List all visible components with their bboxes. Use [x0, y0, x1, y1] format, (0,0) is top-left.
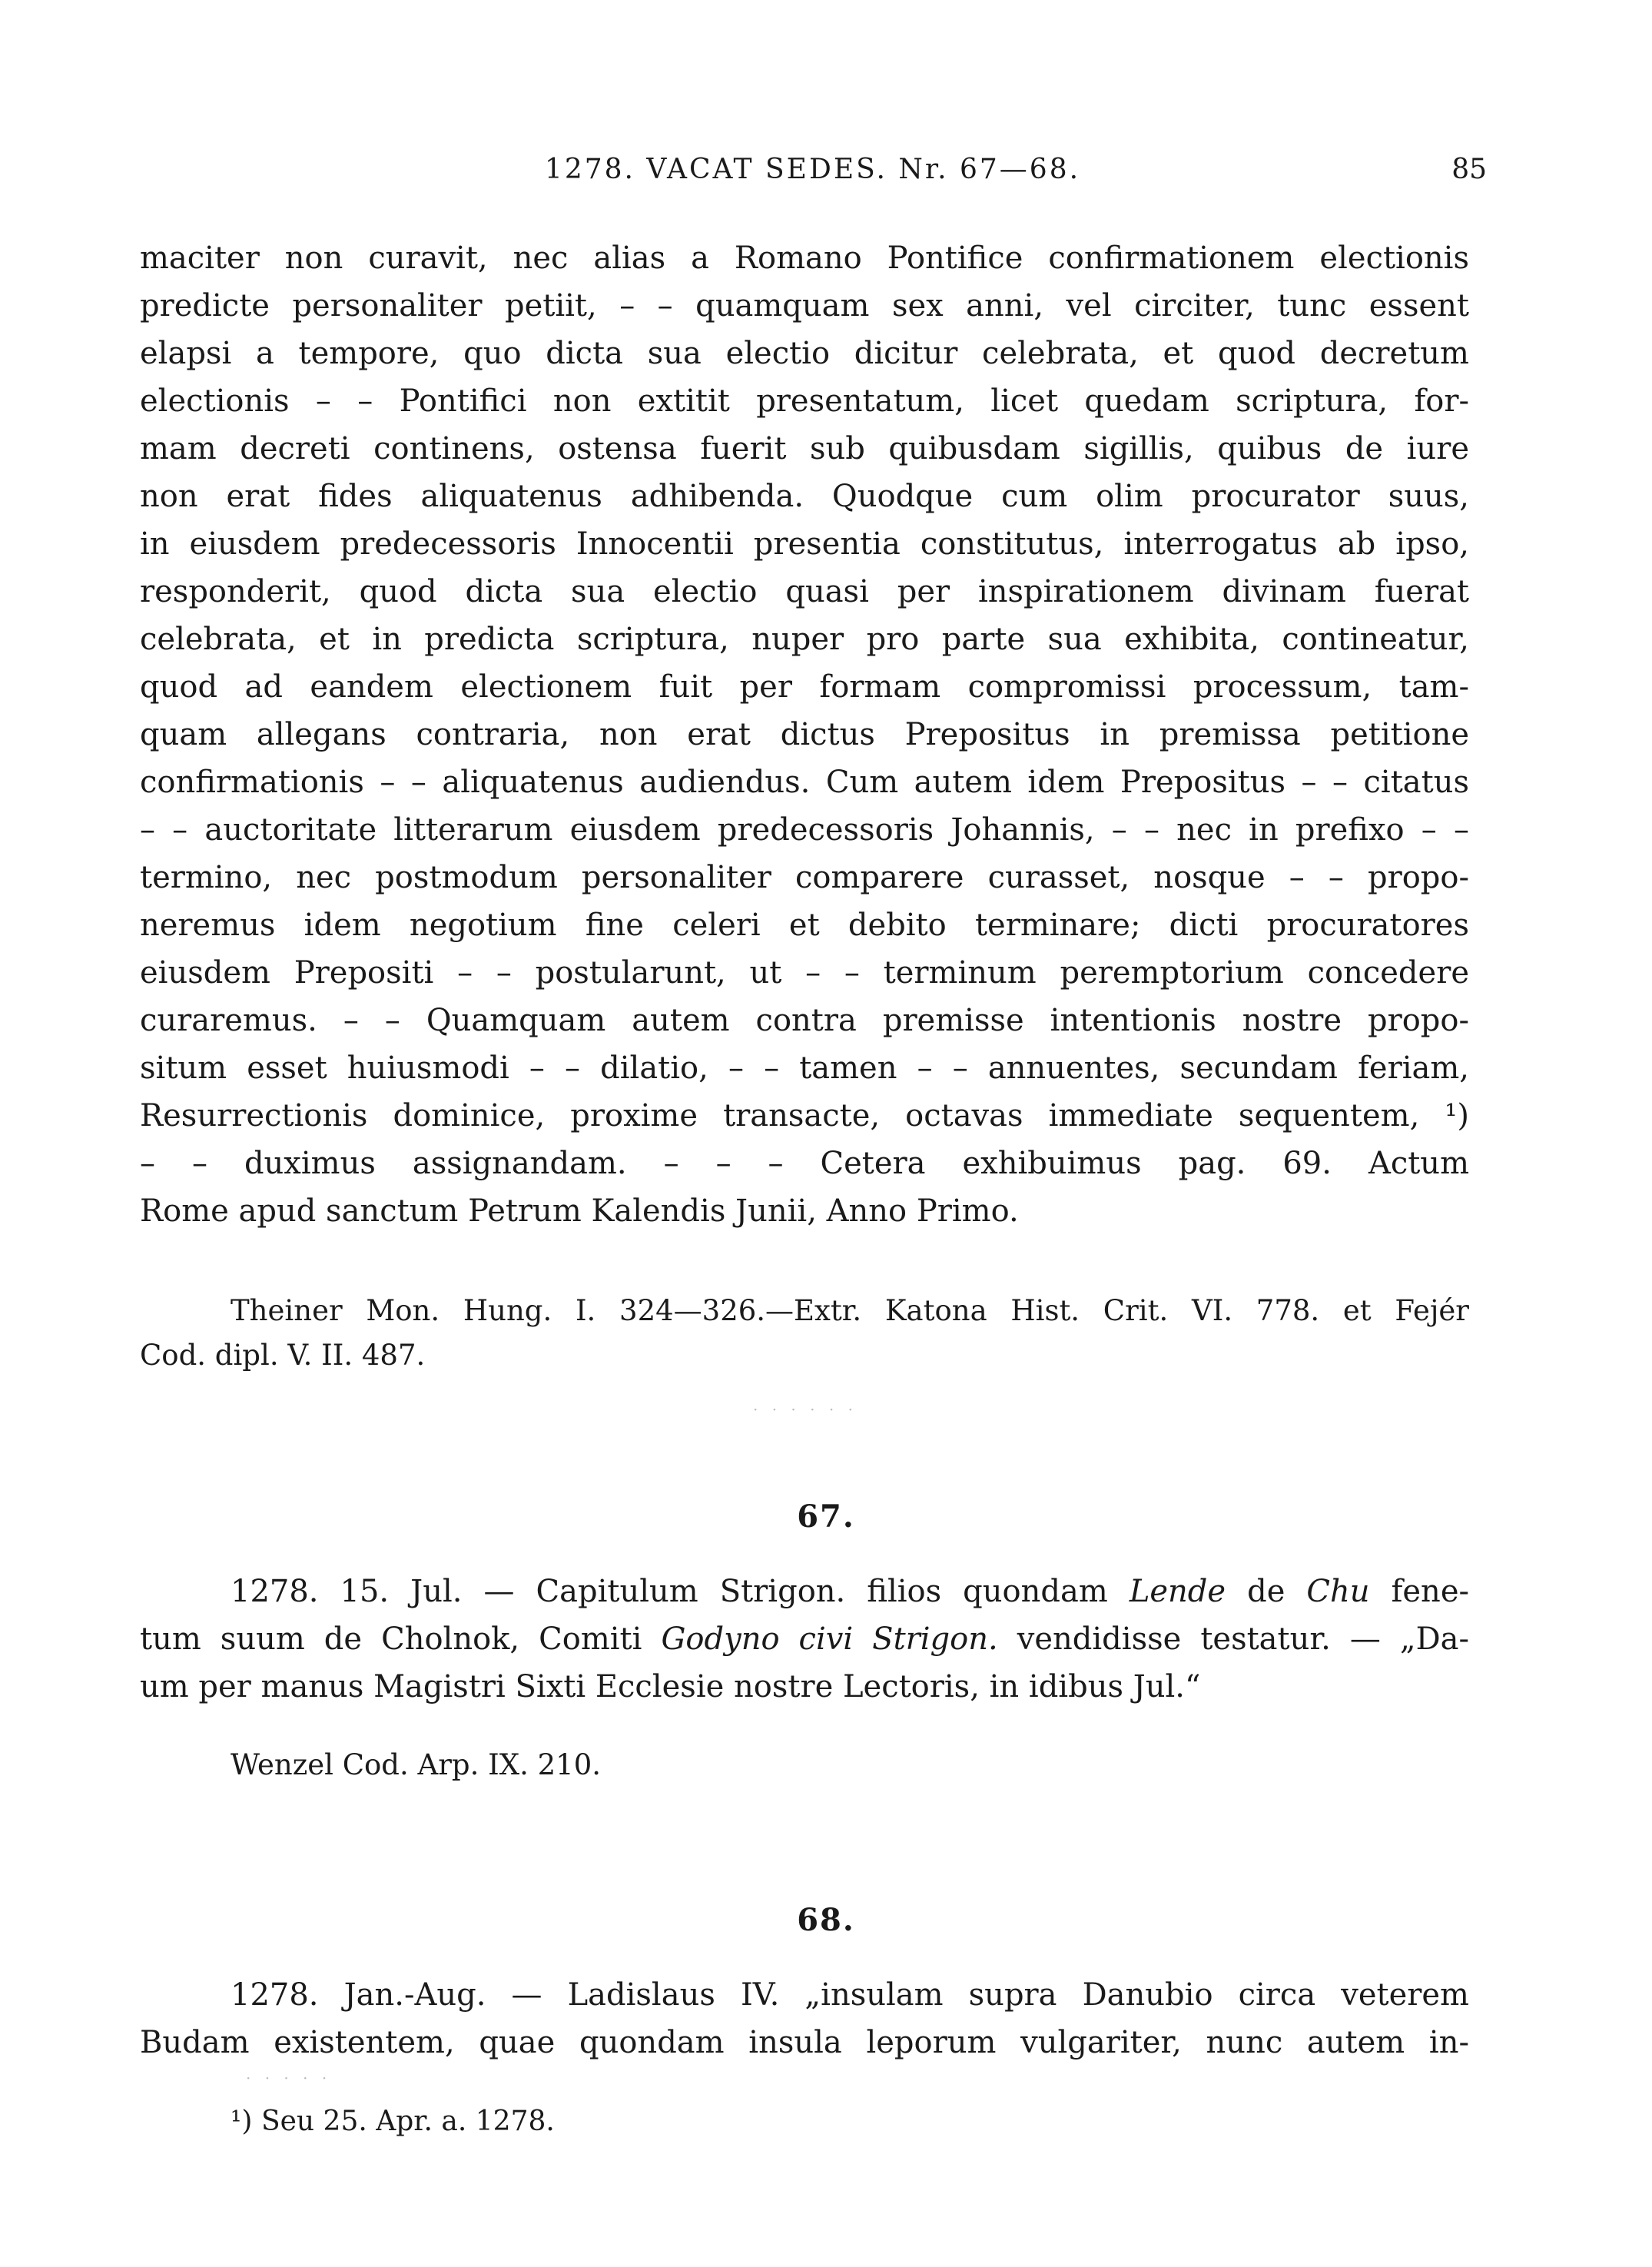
text-line: curaremus. – – Quamquam autem contra premisse intentionis nostre propo-	[140, 1003, 1469, 1038]
text-line: Rome apud sanctum Petrum Kalendis Junii, Anno Primo.	[140, 1193, 1019, 1229]
text-line: electionis – – Pontifici non extitit presentatum, licet quedam scriptura, for-	[140, 383, 1469, 419]
source-citation: Theiner Mon. Hung. I. 324—326.—Extr. Katona Hist. Crit. VI. 778. et Fejér	[231, 1294, 1469, 1327]
text-line: – – auctoritate litterarum eiusdem predecessoris Johannis, – – nec in prefixo – –	[140, 812, 1469, 848]
footnote-marker: ¹)	[231, 2106, 253, 2137]
text-line: quam allegans contraria, non erat dictus Prepositus in premissa petitione	[140, 717, 1469, 752]
text-line: eiusdem Prepositi – – postularunt, ut – – terminum peremptorium concedere	[140, 955, 1469, 991]
text-line: non erat fides aliquatenus adhibenda. Quodque cum olim procurator suus,	[140, 479, 1469, 514]
text-line: responderit, quod dicta sua electio quasi per inspirationem divinam fuerat	[140, 574, 1469, 609]
page-header	[138, 154, 1487, 200]
text-line: maciter non curavit, nec alias a Romano Pontifice confirmationem electionis	[140, 241, 1469, 276]
text-line: termino, nec postmodum personaliter comparere curasset, nosque – – propo-	[140, 860, 1469, 895]
text-line: 1278. 15. Jul. — Capitulum Strigon. filios quondam Lende de Chu fene-	[231, 1574, 1470, 1609]
text-line: Budam existentem, quae quondam insula leporum vulgariter, nunc autem in-	[140, 2025, 1469, 2060]
text-line: celebrata, et in predicta scriptura, nuper pro parte sua exhibita, contineatur,	[140, 622, 1469, 657]
text-line: in eiusdem predecessoris Innocentii presentia constitutus, interrogatus ab ipso,	[140, 526, 1469, 562]
text-line: neremus idem negotium fine celeri et debito terminare; dicti procuratores	[140, 908, 1469, 943]
source-citation: Wenzel Cod. Arp. IX. 210.	[231, 1748, 601, 1781]
text-line: um per manus Magistri Sixti Ecclesie nostre Lectoris, in idibus Jul.“	[140, 1669, 1201, 1704]
running-title: 1278. VACAT SEDES. Nr. 67—68.	[544, 154, 1081, 185]
text-line: situm esset huiusmodi – – dilatio, – – tamen – – annuentes, secundam feriam,	[140, 1051, 1469, 1086]
doc-68-text-cont	[140, 2019, 1469, 2066]
document-number-68: 68.	[797, 1902, 855, 1938]
doc-67-text	[231, 1568, 1469, 1615]
text-line: predicte personaliter petiit, – – quamquam sex anni, vel circiter, tunc essent	[140, 288, 1469, 324]
text-line: elapsi a tempore, quo dicta sua electio dicitur celebrata, et quod decretum	[140, 336, 1469, 371]
footnote-rule: · · · · ·	[246, 2069, 332, 2087]
main-text	[140, 234, 1469, 1235]
separator-dots: · · · · · ·	[753, 1400, 858, 1419]
footnote-text: Seu 25. Apr. a. 1278.	[260, 2106, 555, 2137]
text-line: mam decreti continens, ostensa fuerit sub quibusdam sigillis, quibus de iure	[140, 431, 1469, 466]
footnote	[231, 2106, 555, 2137]
text-line: – – duximus assignandam. – – – Cetera exhibuimus pag. 69. Actum	[140, 1146, 1469, 1181]
page-number: 85	[1451, 154, 1487, 185]
doc-67-text-cont	[140, 1615, 1469, 1711]
doc-68-text	[231, 1971, 1469, 2019]
text-line: 1278. Jan.-Aug. — Ladislaus IV. „insulam supra Danubio circa veterem	[231, 1977, 1469, 2013]
text-line: Resurrectionis dominice, proxime transacte, octavas immediate sequentem, ¹)	[140, 1098, 1469, 1134]
text-line: tum suum de Cholnok, Comiti Godyno civi Strigon. vendidisse testatur. — „Da-	[140, 1621, 1470, 1657]
source-citation: Cod. dipl. V. II. 487.	[140, 1339, 426, 1372]
text-line: confirmationis – – aliquatenus audiendus. Cum autem idem Prepositus – – citatus	[140, 765, 1469, 800]
text-line: quod ad eandem electionem fuit per formam compromissi processum, tam-	[140, 669, 1469, 705]
document-number-67: 67.	[797, 1499, 855, 1535]
